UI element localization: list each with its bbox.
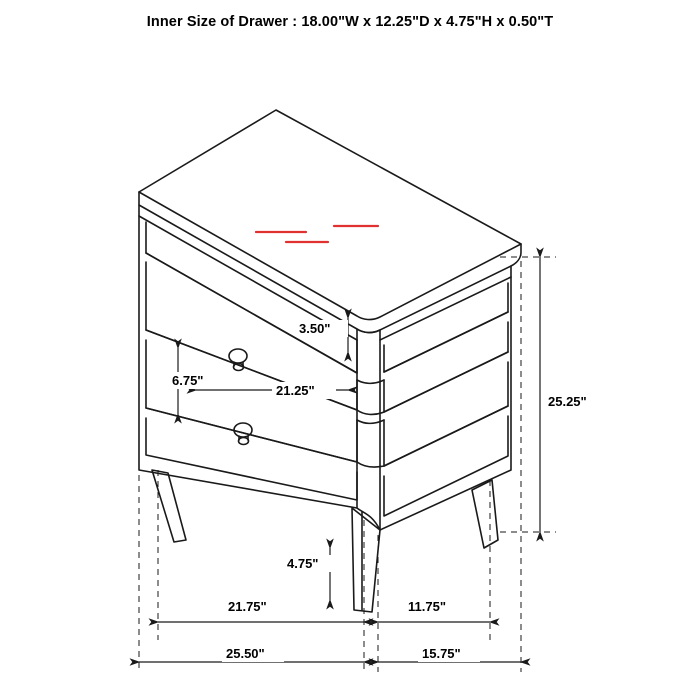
label-leg-height: 4.75" — [287, 556, 319, 571]
red-accent-marks — [256, 226, 378, 242]
bottom-rail — [146, 416, 508, 516]
front-face-edge — [357, 329, 380, 530]
leg-front-left — [152, 470, 186, 542]
label-overall-depth: 15.75" — [422, 646, 461, 661]
label-lower-drawer-height: 6.75" — [172, 373, 204, 388]
label-side-depth: 11.75" — [408, 599, 446, 614]
left-side-panel — [139, 205, 357, 508]
label-front-width: 21.75" — [228, 599, 267, 614]
leg-back-right — [472, 480, 498, 548]
label-height-total: 25.25" — [548, 394, 587, 409]
dimension-arrows — [139, 257, 540, 662]
extension-lines — [139, 200, 556, 672]
lower-drawer — [146, 340, 508, 467]
page-title: Inner Size of Drawer : 18.00"W x 12.25"D x 4.75"H x 0.50"T — [146, 14, 554, 30]
label-drawer-face-height: 3.50" — [299, 321, 331, 336]
right-side-panel — [380, 266, 511, 530]
label-overall-width: 25.50" — [226, 646, 265, 661]
label-drawer-width: 21.25" — [276, 383, 315, 398]
